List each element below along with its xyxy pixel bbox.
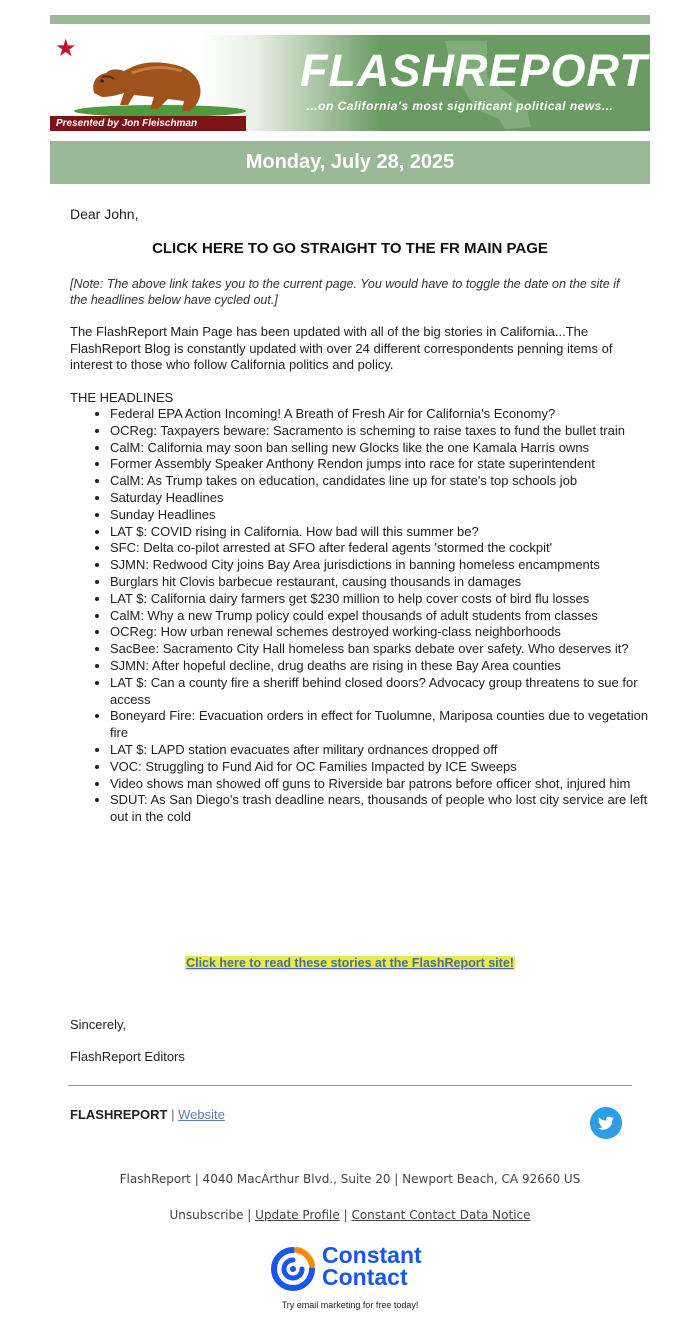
presented-by-label: Presented by Jon Fleischman	[50, 116, 246, 131]
intro-paragraph: The FlashReport Main Page has been updated with all of the big stories in California...The FlashReport Blog is constantly updated with over 24 different correspondents penning items of interest to those who follow California politics and policy.	[70, 324, 613, 372]
headline-item[interactable]: • SDUT: As San Diego's trash deadline nears, thousands of people who lost city service are left out in the cold	[110, 792, 650, 826]
headline-item[interactable]: • Former Assembly Speaker Anthony Rendon jumps into race for state superintendent	[110, 456, 650, 473]
constant-contact-logo[interactable]	[270, 1244, 440, 1294]
headline-item[interactable]: • Boneyard Fire: Evacuation orders in effect for Tuolumne, Mariposa counties due to vegetation fire	[110, 708, 650, 742]
main-page-link[interactable]: CLICK HERE TO GO STRAIGHT TO THE FR MAIN PAGE	[152, 240, 548, 257]
constant-contact-icon	[270, 1246, 316, 1292]
headline-item[interactable]: • CalM: Why a new Trump policy could expel thousands of adult students from classes	[110, 608, 650, 625]
note-text: [Note: The above link takes you to the current page. You would have to toggle the date on the site if the headlines below have cycled out.]	[70, 277, 620, 307]
brand-tagline: ...on California's most significant political news...	[306, 99, 614, 113]
footer-links: Unsubscribe | Update Profile | Constant Contact Data Notice	[169, 1208, 531, 1222]
footer-brand-name: FLASHREPORT	[70, 1107, 168, 1122]
headlines-title: THE HEADLINES	[70, 390, 174, 405]
headline-item[interactable]: • LAT $: Can a county fire a sheriff behind closed doors? Advocacy group threatens to sue for access	[110, 675, 650, 709]
data-notice-link[interactable]: Constant Contact Data Notice	[351, 1208, 531, 1222]
top-accent-bar	[50, 15, 650, 24]
headlines-list	[90, 406, 650, 826]
footer-separator: |	[171, 1107, 175, 1122]
bear-logo-icon	[72, 53, 247, 121]
headline-item[interactable]: • Saturday Headlines	[110, 490, 650, 507]
headline-item[interactable]: • OCReg: How urban renewal schemes destroyed working-class neighborhoods	[110, 624, 650, 641]
headline-item[interactable]: • Federal EPA Action Incoming! A Breath of Fresh Air for California's Economy?	[110, 406, 650, 423]
greeting: Dear John,	[70, 206, 139, 222]
headline-item[interactable]: • LAT $: LAPD station evacuates after military ordnances dropped off	[110, 742, 650, 759]
headline-item[interactable]: • Video shows man showed off guns to Riverside bar patrons before officer shot, injured him	[110, 776, 650, 793]
closing: Sincerely,	[70, 1017, 127, 1032]
footer-address: FlashReport | 4040 MacArthur Blvd., Suite 20 | Newport Beach, CA 92660 US	[119, 1172, 581, 1186]
read-stories-link[interactable]: Click here to read these stories at the FlashReport site!	[186, 956, 514, 970]
star-icon: ★	[55, 35, 77, 62]
headline-item[interactable]: • Burglars hit Clovis barbecue restaurant, causing thousands in damages	[110, 574, 650, 591]
cc-tagline[interactable]: Try email marketing for free today!	[281, 1300, 419, 1310]
header-banner[interactable]	[50, 35, 650, 131]
website-link[interactable]: Website	[178, 1107, 225, 1122]
footer-brand	[70, 1107, 225, 1122]
signature: FlashReport Editors	[70, 1049, 185, 1064]
headline-item[interactable]: • OCReg: Taxpayers beware: Sacramento is scheming to raise taxes to fund the bullet train	[110, 423, 650, 440]
brand-title[interactable]: FLASHREPORT	[300, 45, 648, 96]
cta-container	[50, 956, 650, 970]
twitter-icon[interactable]	[590, 1107, 622, 1139]
update-profile-link[interactable]: Update Profile	[255, 1208, 340, 1222]
cc-line-1: Constant	[322, 1242, 422, 1268]
headline-item[interactable]: • CalM: As Trump takes on education, candidates line up for state's top schools job	[110, 473, 650, 490]
unsubscribe-link[interactable]: Unsubscribe	[169, 1208, 244, 1222]
cc-line-2: Contact	[322, 1264, 408, 1290]
headline-item[interactable]: • VOC: Struggling to Fund Aid for OC Families Impacted by ICE Sweeps	[110, 759, 650, 776]
headline-item[interactable]: • LAT $: COVID rising in California. How bad will this summer be?	[110, 524, 650, 541]
footer-divider	[68, 1085, 632, 1086]
headline-item[interactable]: • LAT $: California dairy farmers get $230 million to help cover costs of bird flu losses	[110, 591, 650, 608]
headline-item[interactable]: • SacBee: Sacramento City Hall homeless ban sparks debate over safety. Who deserves it?	[110, 641, 650, 658]
headline-item[interactable]: • Sunday Headlines	[110, 507, 650, 524]
headline-item[interactable]: • CalM: California may soon ban selling new Glocks like the one Kamala Harris owns	[110, 440, 650, 457]
headline-item[interactable]: • SFC: Delta co-pilot arrested at SFO after federal agents 'stormed the cockpit'	[110, 540, 650, 557]
headline-item[interactable]: • SJMN: Redwood City joins Bay Area jurisdictions in banning homeless encampments	[110, 557, 650, 574]
headline-item[interactable]: • SJMN: After hopeful decline, drug deaths are rising in these Bay Area counties	[110, 658, 650, 675]
date-bar: Monday, July 28, 2025	[50, 141, 650, 184]
constant-contact-wordmark	[322, 1244, 422, 1288]
